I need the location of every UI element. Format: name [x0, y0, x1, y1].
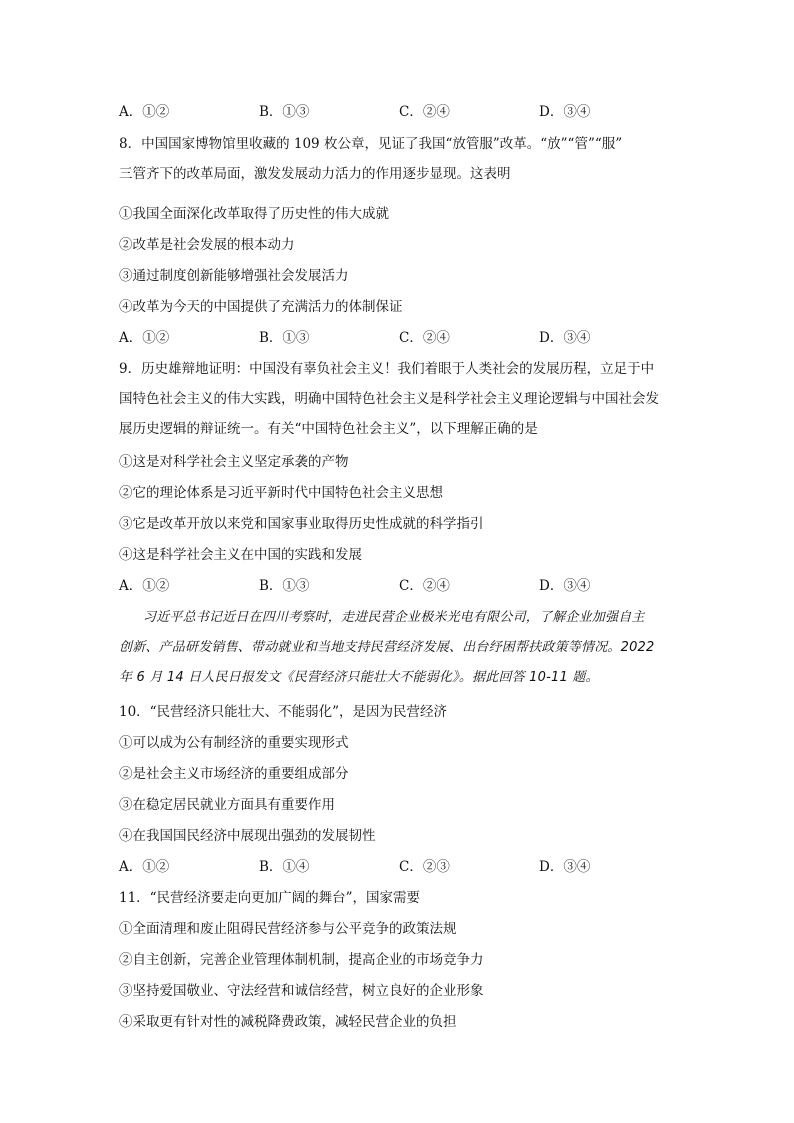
- q10-option-d[interactable]: D．③④: [539, 859, 591, 875]
- q8-stem-line-2: 三管齐下的改革局面，激发发展动力活力的作用逐步显现。这表明: [119, 166, 511, 182]
- q8-option-b[interactable]: B．①③: [259, 330, 310, 346]
- q10-item-1: ①可以成为公有制经济的重要实现形式: [119, 735, 349, 751]
- q9-stem-line-3: 展历史逻辑的辩证统一。有关“中国特色社会主义”，以下理解正确的是: [119, 421, 538, 437]
- q7-option-a[interactable]: A．①②: [119, 104, 170, 120]
- q11-item-1: ①全面清理和废止阻碍民营经济参与公平竞争的政策法规: [119, 921, 457, 937]
- q9-item-4: ④这是科学社会主义在中国的实践和发展: [119, 547, 362, 563]
- q11-item-4: ④采取更有针对性的减税降费政策，减轻民营企业的负担: [119, 1014, 457, 1030]
- q8-option-d[interactable]: D．③④: [539, 330, 591, 346]
- q8-option-a[interactable]: A．①②: [119, 330, 170, 346]
- material-line-2: 创新、产品研发销售、带动就业和当地支持民营经济发展、出台纾困帮扶政策等情况。2022: [119, 640, 655, 655]
- q8-item-3: ③通过制度创新能够增强社会发展活力: [119, 268, 349, 284]
- q10-option-c[interactable]: C．②③: [399, 859, 450, 875]
- q8-options: [119, 328, 679, 348]
- q7-options: [119, 102, 679, 122]
- material-line-3: 年 6 月 14 日人民日报发文《民营经济只能壮大不能弱化》。据此回答 10-11 题。: [119, 670, 599, 685]
- q10-option-b[interactable]: B．①④: [259, 859, 310, 875]
- q8-item-4: ④改革为今天的中国提供了充满活力的体制保证: [119, 299, 403, 315]
- q10-item-4: ④在我国国民经济中展现出强劲的发展韧性: [119, 828, 376, 844]
- q10-stem: 10．“民营经济只能壮大、不能弱化”，是因为民营经济: [119, 704, 447, 720]
- q11-stem: 11．“民营经济要走向更加广阔的舞台”，国家需要: [119, 890, 420, 906]
- q9-item-3: ③它是改革开放以来党和国家事业取得历史性成就的科学指引: [119, 516, 484, 532]
- q11-item-2: ②自主创新，完善企业管理体制机制，提高企业的市场竞争力: [119, 952, 484, 968]
- q9-stem-line-2: 国特色社会主义的伟大实践，明确中国特色社会主义是科学社会主义理论逻辑与中国社会发: [119, 391, 659, 407]
- q9-item-1: ①这是对科学社会主义坚定承袭的产物: [119, 454, 349, 470]
- q8-option-c[interactable]: C．②④: [399, 330, 450, 346]
- q7-option-c[interactable]: C．②④: [399, 104, 450, 120]
- q9-options: [119, 576, 679, 596]
- q8-item-2: ②改革是社会发展的根本动力: [119, 237, 295, 253]
- q8-stem-line-1: 8．中国国家博物馆里收藏的 109 枚公章，见证了我国“放管服”改革。“放”“管”“服”: [119, 136, 623, 152]
- q10-option-a[interactable]: A．①②: [119, 859, 170, 875]
- material-line-1: 习近平总书记近日在四川考察时，走进民营企业极米光电有限公司，了解企业加强自主: [143, 610, 645, 625]
- q10-item-3: ③在稳定居民就业方面具有重要作用: [119, 797, 335, 813]
- q9-option-d[interactable]: D．③④: [539, 578, 591, 594]
- q7-option-d[interactable]: D．③④: [539, 104, 591, 120]
- q8-item-1: ①我国全面深化改革取得了历史性的伟大成就: [119, 206, 389, 222]
- q9-stem-line-1: 9．历史雄辩地证明：中国没有辜负社会主义！我们着眼于人类社会的发展历程，立足于中: [119, 361, 655, 377]
- q9-option-c[interactable]: C．②④: [399, 578, 450, 594]
- q10-item-2: ②是社会主义市场经济的重要组成部分: [119, 766, 349, 782]
- q11-item-3: ③坚持爱国敬业、守法经营和诚信经营，树立良好的企业形象: [119, 983, 484, 999]
- q7-option-b[interactable]: B．①③: [259, 104, 310, 120]
- q10-options: [119, 857, 679, 877]
- q9-item-2: ②它的理论体系是习近平新时代中国特色社会主义思想: [119, 485, 443, 501]
- q9-option-a[interactable]: A．①②: [119, 578, 170, 594]
- q9-option-b[interactable]: B．①③: [259, 578, 310, 594]
